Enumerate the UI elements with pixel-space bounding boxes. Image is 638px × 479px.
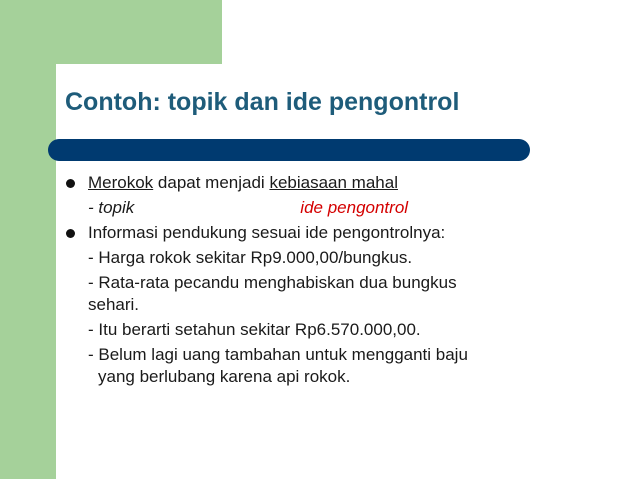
supporting-line-2: - Rata-rata pecandu menghabiskan dua bungkus [88,273,457,292]
supporting-line-6: yang berlubang karena api rokok. [98,367,351,386]
slide-content [66,172,626,391]
supporting-line-5: - Belum lagi uang tambahan untuk mengganti baju [88,345,468,364]
topic-word: Merokok [88,173,154,192]
bullet-item-1 [66,172,626,194]
annotation-row [66,197,626,219]
decorative-green-strip [0,138,56,479]
supporting-line-1: - Harga rokok sekitar Rp9.000,00/bungkus. [88,248,413,267]
supporting-line-4: - Itu berarti setahun sekitar Rp6.570.000,00. [88,320,421,339]
bullet-icon [66,179,75,188]
title-underline-bar [48,139,530,161]
control-annotation: ide pengontrol [300,198,409,217]
bullet-item-2 [66,222,626,244]
bullet2-text: Informasi pendukung sesuai ide pengontrolnya: [88,223,446,242]
supporting-line-3: sehari. [88,295,140,314]
topic-annotation: - topik [88,198,135,217]
slide-title: Contoh: topik dan ide pengontrol [65,88,460,116]
bullet1-middle: dapat menjadi [153,173,270,192]
control-idea-phrase: kebiasaan mahal [269,173,398,192]
bullet-icon [66,229,75,238]
